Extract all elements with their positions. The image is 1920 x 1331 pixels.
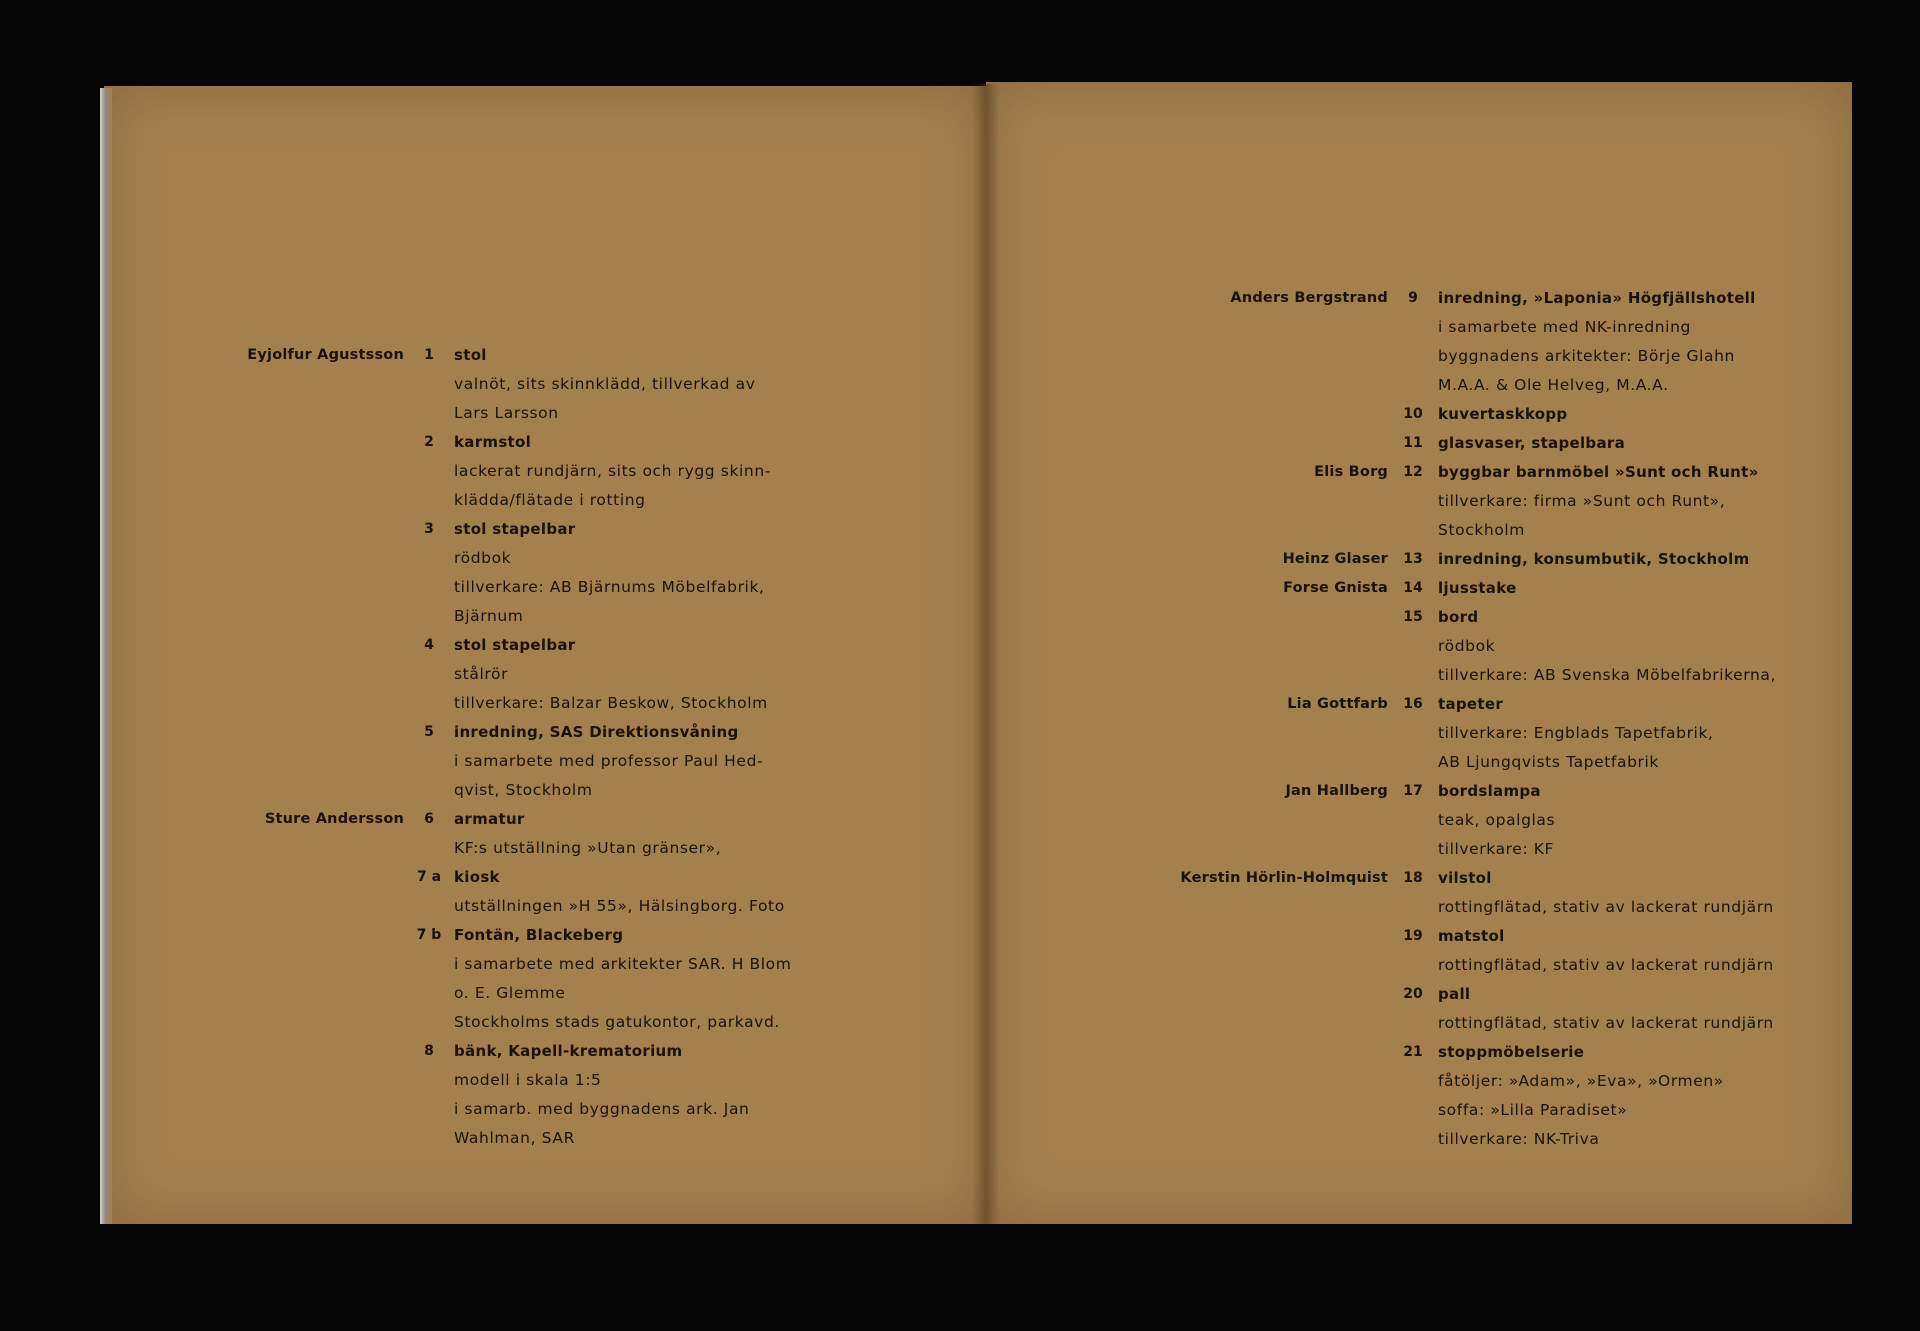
designer-name bbox=[104, 515, 404, 544]
item-number bbox=[404, 1124, 454, 1153]
designer-name: Eyjolfur Agustsson bbox=[247, 347, 404, 363]
designer-name bbox=[104, 950, 404, 979]
catalogue-row bbox=[104, 776, 791, 805]
item-description: rottingflätad, stativ av lackerat rundjärn bbox=[1438, 956, 1774, 974]
catalogue-row bbox=[104, 515, 791, 544]
item-title: byggbar barnmöbel »Sunt och Runt» bbox=[1438, 463, 1759, 481]
designer-name bbox=[104, 631, 404, 660]
catalogue-row bbox=[104, 486, 791, 515]
item-number bbox=[404, 776, 454, 805]
catalogue-row bbox=[104, 1008, 791, 1037]
item-number bbox=[404, 1095, 454, 1124]
item-description: klädda/flätade i rotting bbox=[454, 491, 646, 509]
designer-name bbox=[1088, 661, 1388, 690]
item-title: vilstol bbox=[1438, 869, 1492, 887]
catalogue-row bbox=[104, 689, 791, 718]
item-number: 7 a bbox=[416, 869, 442, 885]
designer-name bbox=[104, 486, 404, 515]
item-number: 1 bbox=[424, 347, 434, 363]
item-description: modell i skala 1:5 bbox=[454, 1071, 602, 1089]
designer-name bbox=[1088, 719, 1388, 748]
item-title: matstol bbox=[1438, 927, 1505, 945]
catalogue-row bbox=[1088, 1038, 1776, 1067]
catalogue-row bbox=[1088, 545, 1776, 574]
item-description: Stockholm bbox=[1438, 521, 1526, 539]
designer-name: Jan Hallberg bbox=[1285, 783, 1388, 799]
item-number bbox=[404, 950, 454, 979]
designer-name bbox=[1088, 429, 1388, 458]
item-title: ljusstake bbox=[1438, 579, 1517, 597]
item-title: kiosk bbox=[454, 868, 500, 886]
item-description: lackerat rundjärn, sits och rygg skinn- bbox=[454, 462, 771, 480]
catalogue-row bbox=[1088, 1125, 1776, 1154]
designer-name bbox=[1088, 1096, 1388, 1125]
designer-name bbox=[104, 457, 404, 486]
item-number bbox=[1388, 1067, 1438, 1096]
item-title: bänk, Kapell-krematorium bbox=[454, 1042, 683, 1060]
item-description: o. E. Glemme bbox=[454, 984, 566, 1002]
item-description: rottingflätad, stativ av lackerat rundjärn bbox=[1438, 1014, 1774, 1032]
catalogue-row bbox=[1088, 400, 1776, 429]
item-number bbox=[1388, 1009, 1438, 1038]
catalogue-row bbox=[104, 1066, 791, 1095]
item-title: stoppmöbelserie bbox=[1438, 1043, 1585, 1061]
designer-name bbox=[1088, 1067, 1388, 1096]
item-description: M.A.A. & Ole Helveg, M.A.A. bbox=[1438, 376, 1669, 394]
item-title: armatur bbox=[454, 810, 525, 828]
item-number bbox=[1388, 951, 1438, 980]
item-description: tillverkare: AB Svenska Möbelfabrikerna, bbox=[1438, 666, 1777, 684]
item-title: stol stapelbar bbox=[454, 636, 576, 654]
designer-name bbox=[1088, 1125, 1388, 1154]
item-number bbox=[1388, 748, 1438, 777]
designer-name bbox=[104, 979, 404, 1008]
catalogue-row bbox=[1088, 574, 1776, 603]
item-number bbox=[404, 979, 454, 1008]
catalogue-row bbox=[104, 718, 791, 747]
item-number bbox=[404, 1066, 454, 1095]
item-number: 2 bbox=[424, 434, 434, 450]
item-number: 20 bbox=[1403, 986, 1423, 1002]
item-number bbox=[404, 486, 454, 515]
designer-name bbox=[104, 573, 404, 602]
catalogue-row bbox=[1088, 1067, 1776, 1096]
item-description: qvist, Stockholm bbox=[454, 781, 593, 799]
designer-name bbox=[1088, 951, 1388, 980]
item-number: 9 bbox=[1408, 290, 1418, 306]
item-title: pall bbox=[1438, 985, 1471, 1003]
designer-name bbox=[104, 689, 404, 718]
item-number: 18 bbox=[1403, 870, 1423, 886]
item-number: 12 bbox=[1403, 464, 1423, 480]
designer-name bbox=[1088, 922, 1388, 951]
item-title: Fontän, Blackeberg bbox=[454, 926, 624, 944]
item-number bbox=[1388, 661, 1438, 690]
item-number bbox=[404, 747, 454, 776]
catalogue-row bbox=[1088, 951, 1776, 980]
item-number: 21 bbox=[1403, 1044, 1423, 1060]
item-description: byggnadens arkitekter: Börje Glahn bbox=[1438, 347, 1735, 365]
designer-name: Sture Andersson bbox=[264, 811, 404, 827]
catalogue-row bbox=[1088, 371, 1776, 400]
catalogue-row bbox=[1088, 835, 1776, 864]
item-number bbox=[404, 602, 454, 631]
designer-name bbox=[104, 1066, 404, 1095]
catalogue-row bbox=[1088, 922, 1776, 951]
catalogue-row bbox=[104, 834, 791, 863]
designer-name bbox=[104, 892, 404, 921]
item-number bbox=[404, 834, 454, 863]
catalogue-row bbox=[1088, 1096, 1776, 1125]
designer-name: Anders Bergstrand bbox=[1230, 290, 1388, 306]
item-number: 11 bbox=[1403, 435, 1423, 451]
catalogue-row bbox=[104, 602, 791, 631]
item-title: inredning, SAS Direktionsvåning bbox=[454, 723, 739, 741]
catalogue-row bbox=[1088, 458, 1776, 487]
catalogue-row bbox=[104, 544, 791, 573]
item-title: kuvertaskkopp bbox=[1438, 405, 1568, 423]
designer-name: Kerstin Hörlin-Holmquist bbox=[1180, 870, 1388, 886]
designer-name bbox=[104, 399, 404, 428]
item-description: tillverkare: Balzar Beskow, Stockholm bbox=[454, 694, 768, 712]
catalogue-row bbox=[1088, 806, 1776, 835]
catalogue-row bbox=[104, 979, 791, 1008]
item-number: 7 b bbox=[416, 927, 442, 943]
item-description: i samarbete med arkitekter SAR. H Blom bbox=[454, 955, 792, 973]
designer-name bbox=[104, 776, 404, 805]
item-number: 14 bbox=[1403, 580, 1423, 596]
catalogue-row bbox=[1088, 516, 1776, 545]
catalogue-row bbox=[104, 631, 791, 660]
item-number bbox=[1388, 719, 1438, 748]
catalogue-row bbox=[1088, 487, 1776, 516]
item-description: rödbok bbox=[454, 549, 512, 567]
catalogue-row bbox=[104, 863, 791, 892]
item-number bbox=[1388, 1096, 1438, 1125]
catalogue-row bbox=[1088, 690, 1776, 719]
catalogue-row bbox=[1088, 748, 1776, 777]
designer-name bbox=[1088, 1038, 1388, 1067]
designer-name bbox=[1088, 980, 1388, 1009]
item-title: stol stapelbar bbox=[454, 520, 576, 538]
catalogue-row bbox=[104, 1095, 791, 1124]
catalogue-row bbox=[104, 950, 791, 979]
designer-name bbox=[1088, 632, 1388, 661]
designer-name bbox=[104, 1095, 404, 1124]
catalogue-row bbox=[104, 399, 791, 428]
catalogue-row bbox=[104, 805, 791, 834]
catalogue-row bbox=[104, 747, 791, 776]
designer-name: Forse Gnista bbox=[1283, 580, 1388, 596]
catalogue-row bbox=[1088, 284, 1776, 313]
item-number: 15 bbox=[1403, 609, 1423, 625]
designer-name bbox=[104, 1124, 404, 1153]
designer-name bbox=[104, 747, 404, 776]
designer-name bbox=[1088, 313, 1388, 342]
item-number bbox=[1388, 516, 1438, 545]
item-number bbox=[1388, 342, 1438, 371]
item-number bbox=[1388, 835, 1438, 864]
catalogue-row bbox=[1088, 313, 1776, 342]
catalogue-row bbox=[104, 573, 791, 602]
item-number: 17 bbox=[1403, 783, 1423, 799]
item-number bbox=[404, 457, 454, 486]
designer-name bbox=[1088, 487, 1388, 516]
item-description: tillverkare: KF bbox=[1438, 840, 1555, 858]
item-description: stålrör bbox=[454, 665, 509, 683]
catalogue-row bbox=[104, 660, 791, 689]
catalogue-row bbox=[1088, 632, 1776, 661]
item-description: fåtöljer: »Adam», »Eva», »Ormen» bbox=[1438, 1072, 1724, 1090]
item-description: tillverkare: NK-Triva bbox=[1438, 1130, 1600, 1148]
designer-name bbox=[1088, 806, 1388, 835]
item-number bbox=[1388, 487, 1438, 516]
item-title: inredning, »Laponia» Högfjällshotell bbox=[1438, 289, 1756, 307]
item-description: Stockholms stads gatukontor, parkavd. bbox=[454, 1013, 780, 1031]
item-number: 3 bbox=[424, 521, 434, 537]
item-title: inredning, konsumbutik, Stockholm bbox=[1438, 550, 1750, 568]
item-number bbox=[404, 892, 454, 921]
catalogue-row bbox=[1088, 777, 1776, 806]
item-description: utställningen »H 55», Hälsingborg. Foto bbox=[454, 897, 785, 915]
catalogue-row bbox=[104, 1124, 791, 1153]
item-number bbox=[404, 1008, 454, 1037]
item-number: 10 bbox=[1403, 406, 1423, 422]
catalogue-row bbox=[1088, 603, 1776, 632]
item-number: 4 bbox=[424, 637, 434, 653]
item-number: 8 bbox=[424, 1043, 434, 1059]
designer-name: Lia Gottfarb bbox=[1287, 696, 1388, 712]
left-catalogue-list bbox=[104, 341, 791, 1153]
designer-name bbox=[1088, 342, 1388, 371]
designer-name bbox=[1088, 516, 1388, 545]
item-number bbox=[404, 399, 454, 428]
designer-name bbox=[104, 660, 404, 689]
item-description: rödbok bbox=[1438, 637, 1496, 655]
designer-name bbox=[104, 863, 404, 892]
catalogue-row bbox=[104, 370, 791, 399]
item-description: Lars Larsson bbox=[454, 404, 559, 422]
item-number bbox=[1388, 893, 1438, 922]
item-number: 16 bbox=[1403, 696, 1423, 712]
catalogue-row bbox=[104, 921, 791, 950]
designer-name bbox=[104, 602, 404, 631]
designer-name bbox=[1088, 400, 1388, 429]
catalogue-row bbox=[1088, 893, 1776, 922]
catalogue-row bbox=[104, 457, 791, 486]
item-description: tillverkare: firma »Sunt och Runt», bbox=[1438, 492, 1726, 510]
designer-name bbox=[1088, 603, 1388, 632]
catalogue-row bbox=[104, 892, 791, 921]
item-number: 5 bbox=[424, 724, 434, 740]
designer-name bbox=[104, 1008, 404, 1037]
item-number bbox=[404, 573, 454, 602]
designer-name bbox=[104, 718, 404, 747]
designer-name bbox=[104, 1037, 404, 1066]
catalogue-row bbox=[1088, 429, 1776, 458]
item-number bbox=[404, 689, 454, 718]
item-title: glasvaser, stapelbara bbox=[1438, 434, 1625, 452]
item-title: tapeter bbox=[1438, 695, 1504, 713]
item-number bbox=[1388, 632, 1438, 661]
item-description: i samarbete med NK-inredning bbox=[1438, 318, 1691, 336]
designer-name bbox=[104, 544, 404, 573]
item-number bbox=[1388, 806, 1438, 835]
designer-name bbox=[1088, 748, 1388, 777]
catalogue-row bbox=[1088, 342, 1776, 371]
item-description: rottingflätad, stativ av lackerat rundjärn bbox=[1438, 898, 1774, 916]
item-description: AB Ljungqvists Tapetfabrik bbox=[1438, 753, 1659, 771]
catalogue-row bbox=[104, 428, 791, 457]
item-number: 13 bbox=[1403, 551, 1423, 567]
designer-name bbox=[1088, 835, 1388, 864]
item-number: 6 bbox=[424, 811, 434, 827]
designer-name bbox=[104, 428, 404, 457]
designer-name bbox=[104, 921, 404, 950]
item-number bbox=[404, 370, 454, 399]
item-description: tillverkare: AB Bjärnums Möbelfabrik, bbox=[454, 578, 765, 596]
item-title: bord bbox=[1438, 608, 1479, 626]
item-description: soffa: »Lilla Paradiset» bbox=[1438, 1101, 1628, 1119]
catalogue-row bbox=[104, 1037, 791, 1066]
item-number bbox=[1388, 1125, 1438, 1154]
designer-name bbox=[1088, 893, 1388, 922]
right-catalogue-list bbox=[1088, 284, 1776, 1154]
item-description: i samarbete med professor Paul Hed- bbox=[454, 752, 764, 770]
catalogue-row bbox=[1088, 719, 1776, 748]
item-description: i samarb. med byggnadens ark. Jan bbox=[454, 1100, 750, 1118]
item-description: tillverkare: Engblads Tapetfabrik, bbox=[1438, 724, 1714, 742]
item-number bbox=[404, 544, 454, 573]
designer-name: Elis Borg bbox=[1314, 464, 1388, 480]
item-number bbox=[1388, 313, 1438, 342]
item-title: bordslampa bbox=[1438, 782, 1541, 800]
catalogue-row bbox=[1088, 661, 1776, 690]
catalogue-row bbox=[1088, 1009, 1776, 1038]
catalogue-row bbox=[1088, 980, 1776, 1009]
item-description: teak, opalglas bbox=[1438, 811, 1556, 829]
item-description: Wahlman, SAR bbox=[454, 1129, 575, 1147]
item-description: Bjärnum bbox=[454, 607, 524, 625]
catalogue-row bbox=[104, 341, 791, 370]
designer-name bbox=[1088, 371, 1388, 400]
designer-name bbox=[1088, 1009, 1388, 1038]
item-title: karmstol bbox=[454, 433, 532, 451]
item-number bbox=[1388, 371, 1438, 400]
item-number bbox=[404, 660, 454, 689]
item-description: valnöt, sits skinnklädd, tillverkad av bbox=[454, 375, 756, 393]
item-title: stol bbox=[454, 346, 487, 364]
item-number: 19 bbox=[1403, 928, 1423, 944]
catalogue-row bbox=[1088, 864, 1776, 893]
item-description: KF:s utställning »Utan gränser», bbox=[454, 839, 722, 857]
designer-name bbox=[104, 834, 404, 863]
designer-name bbox=[104, 370, 404, 399]
designer-name: Heinz Glaser bbox=[1282, 551, 1388, 567]
